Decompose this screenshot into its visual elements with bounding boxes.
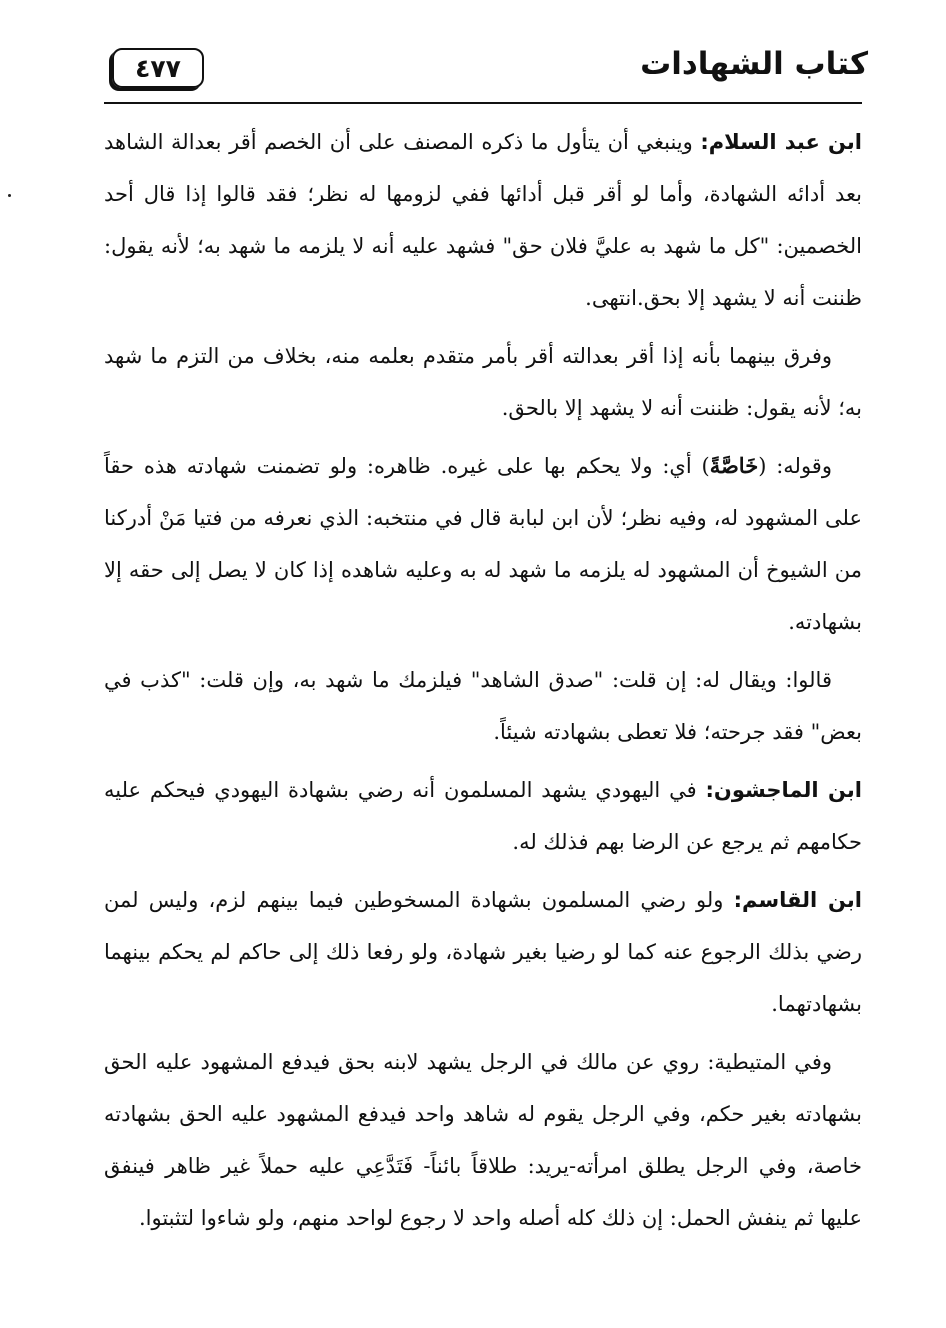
paragraph-ibn-alqasim <box>104 874 862 1030</box>
paragraph-khassatan <box>104 440 862 648</box>
paragraph-text: ) أي: ولا يحكم بها على غيره. ظاهره: ولو تضمنت شهادته هذه حقاً على المشهود له، وفيه نظر؛ لأن ابن لبابة قال في منتخبه: الذي نعرفه من فتيا مَنْ أدركنا من الشيوخ أن المشهود له يلزمه ما شهد له به وعليه شاهده إذا كان لا يصل إلى حقه إلا بشهادته. <box>104 454 862 634</box>
paragraph-text: وفي المتيطية: روي عن مالك في الرجل يشهد لابنه بحق فيدفع المشهود عليه الحق بشهادته بغير حكم، وفي الرجل يقوم له شاهد واحد فيدفع المشهود عليه الحق بشهادته خاصة، وفي الرجل يطلق امرأته-يريد: طلاقاً بائناً- فَتَدَّعِي عليه حملاً غير ظاهر فينفق عليها ثم ينفش الحمل: إن ذلك كله أصله واحد لا رجوع لواحد منهم، ولو شاءوا لتثبتوا. <box>104 1050 862 1230</box>
quoted-term: خَاصَّةً <box>709 453 759 478</box>
paragraph-distinction <box>104 330 862 434</box>
speaker-label: ابن القاسم: <box>733 888 862 912</box>
header-divider <box>104 102 862 104</box>
paragraph-text: وينبغي أن يتأول ما ذكره المصنف على أن الخصم أقر بعدالة الشاهد بعد أدائه الشهادة، وأما لو أقر قبل أدائها ففي لزومها له نظر؛ فقد قالوا إذا قال أحد الخصمين: "كل ما شهد به عليَّ فلان حق" فشهد عليه أنه لا يلزمه ما شهد به؛ لأنه يقول: ظننت أنه لا يشهد إلا بحق.انتهى. <box>104 130 862 310</box>
speaker-label: ابن عبد السلام: <box>700 130 862 154</box>
page-body <box>104 116 862 1250</box>
paragraph-almutitiya <box>104 1036 862 1244</box>
paragraph-text: وفرق بينهما بأنه إذا أقر بعدالته أقر بأمر متقدم بعلمه منه، بخلاف من التزم ما شهد به؛ لأنه يقول: ظننت أنه لا يشهد إلا بالحق. <box>104 344 862 420</box>
paragraph-text: قالوا: ويقال له: إن قلت: "صدق الشاهد" فيلزمك ما شهد به، وإن قلت: "كذب في بعض" فقد جرحته؛ فلا تعطى بشهادته شيئاً. <box>104 668 862 744</box>
paragraph-text: ولو رضي المسلمون بشهادة المسخوطين فيما بينهم لزم، وليس لمن رضي بذلك الرجوع عنه كما لو رضيا بغير شهادة، ولو رفعا ذلك إلى حاكم لم يحكم بينهما بشهادتهما. <box>104 888 862 1016</box>
paragraph-text: وقوله: ( <box>758 454 832 478</box>
speaker-label: ابن الماجشون: <box>705 778 862 802</box>
paragraph-ibn-abd-alsalam <box>104 116 862 324</box>
paragraph-text: في اليهودي يشهد المسلمون أنه رضي بشهادة اليهودي فيحكم عليه حكامهم ثم يرجع عن الرضا بهم فذلك له. <box>104 778 862 854</box>
page-header <box>104 46 868 94</box>
paragraph-qalu <box>104 654 862 758</box>
paragraph-ibn-almajishun <box>104 764 862 868</box>
margin-dot <box>8 194 11 197</box>
page-number: ٤٧٧ <box>112 48 204 88</box>
book-title: كتاب الشهادات <box>640 46 868 82</box>
